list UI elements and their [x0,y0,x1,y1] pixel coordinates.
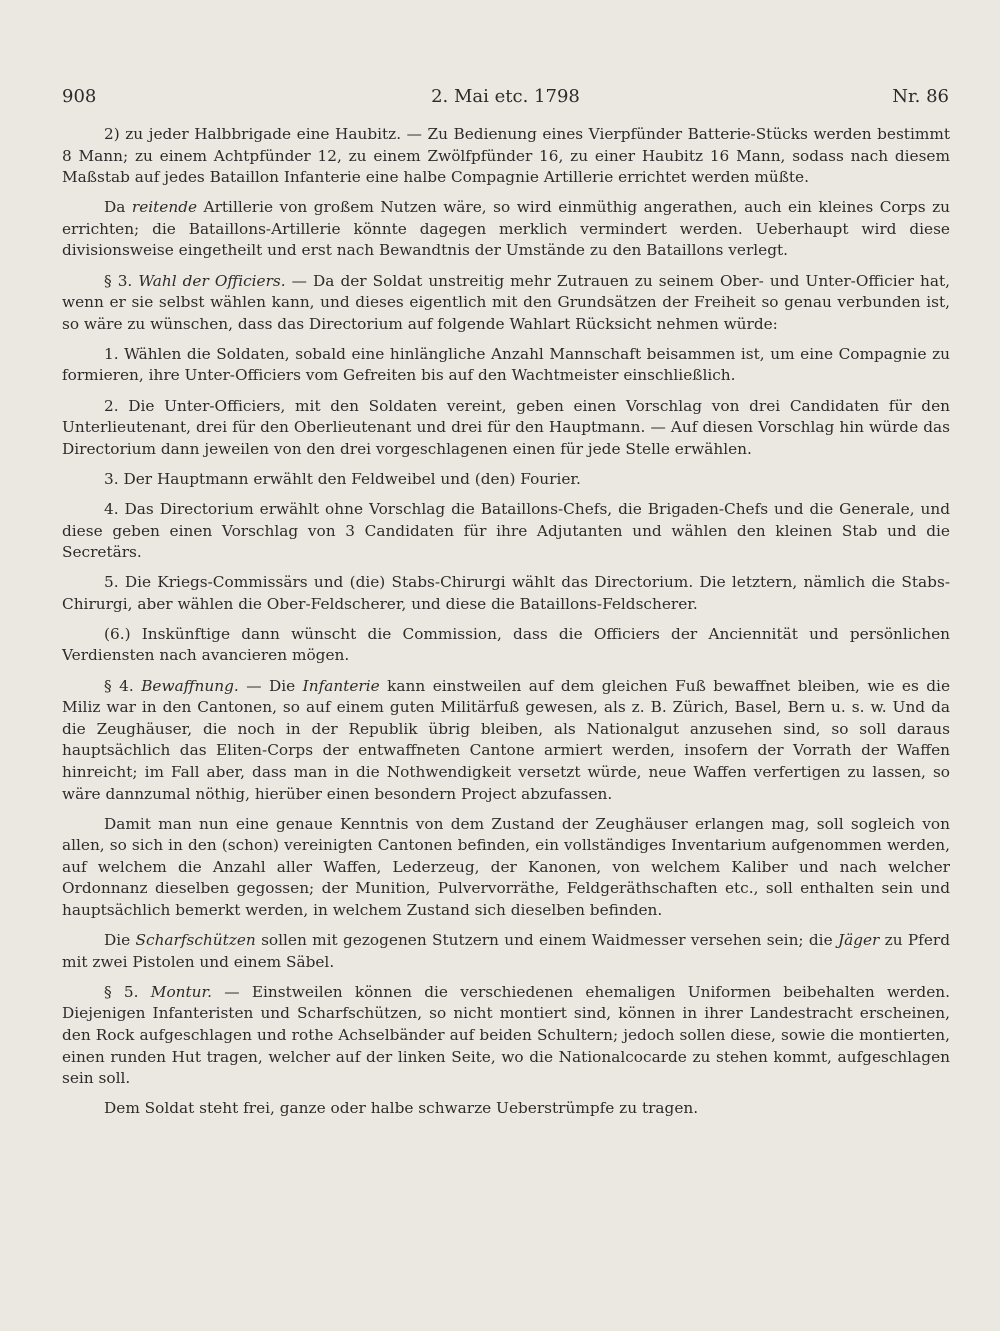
paragraph: Die Scharfschützen sollen mit gezogenen Stutzern und einem Waidmesser versehen sein; die Jäger zu Pferd mit zwei Pistolen und einem Säbel. [62,931,950,971]
list-item: 1. Wählen die Soldaten, sobald eine hinlängliche Anzahl Mannschaft beisammen ist, um eine Compagnie zu formieren, ihre Unter-Officiers vom Gefreiten bis auf den Wachtmeister einschließlich. [62,344,950,385]
list-item: 4. Das Directorium erwählt ohne Vorschlag die Bataillons-Chefs, die Brigaden-Chefs und die Generale, und diese geben einen Vorschlag von 3 Candidaten für ihre Adjutanten und wählen den kleinen Stab und die Secretärs. [62,499,950,562]
paragraph: Da reitende Artillerie von großem Nutzen wäre, so wird einmüthig angerathen, auch ein kleines Corps zu errichten; die Bataillons-Artillerie könnte dagegen merklich vermindert werden. Ueberhaupt wird diese divisionsweise eingetheilt und erst nach Bewandtnis der Umstände zu den Bataillons verlegt. [62,198,950,260]
paragraph: Dem Soldat steht frei, ganze oder halbe schwarze Ueberstrümpfe zu tragen. [104,1099,699,1118]
running-title: 2. Mai etc. 1798 [431,86,580,107]
paragraph: 2) zu jeder Halbbrigade eine Haubitz. — Zu Bedienung eines Vierpfünder Batterie-Stücks werden bestimmt 8 Mann; zu einem Achtpfünder 12, zu einem Zwölfpfünder 16, zu einer Haubitz 16 Mann, sodass nach diesem Maßstab auf jedes Bataillon Infanterie eine halbe Compagnie Artillerie errichtet werden müßte. [62,125,950,187]
page-number: 908 [62,86,97,107]
page-body [62,124,950,1128]
list-item: (6.) Inskünftige dann wünscht die Commission, dass die Officiers der Anciennität und persönlichen Verdiensten nach avancieren mögen. [62,624,950,665]
document-number: Nr. 86 [892,86,949,107]
paragraph: Damit man nun eine genaue Kenntnis von dem Zustand der Zeughäuser erlangen mag, soll sogleich von allen, so sich in den (schon) vereinigten Cantonen befinden, ein vollständiges Inventarium aufgenommen werden, auf welchem die Anzahl aller Waffen, Lederzeug, der Kanonen, von welchem Kaliber und nach welcher Ordonnanz dieselben gegossen; der Munition, Pulvervorräthe, Feldgeräthschaften etc., soll enthalten sein und hauptsächlich bemerkt werden, in welchem Zustand sich dieselben befinden. [62,814,950,919]
list-item: 5. Die Kriegs-Commissärs und (die) Stabs-Chirurgi wählt das Directorium. Die letztern, nämlich die Stabs-Chirurgi, aber wählen die Ober-Feldscherer, und diese die Bataillons-Feldscherer. [62,573,950,613]
list-item: 3. Der Hauptmann erwählt den Feldweibel und (den) Fourier. [104,469,581,488]
paragraph: § 4. Bewaffnung. — Die Infanterie kann einstweilen auf dem gleichen Fuß bewaffnet bleiben, wie es die Miliz war in den Cantonen, so auf einem guten Militärfuß gewesen, als z. B. Zürich, Basel, Bern u. s. w. Und da die Zeughäuser, die noch in der Republik übrig bleiben, als Nationalgut anzusehen sind, so soll daraus hauptsächlich das Eliten-Corps der entwaffneten Cantone armiert werden, insofern der Vorrath der Waffen hinreicht; im Fall aber, dass man in die Nothwendigkeit versetzt würde, neue Waffen verfertigen zu lassen, so wäre dannzumal nöthig, hierüber einen besondern Project abzufassen. [62,676,951,803]
page-header [62,86,949,112]
list-item: 2. Die Unter-Officiers, mit den Soldaten vereint, geben einen Vorschlag von drei Candidaten für den Unterlieutenant, drei für den Oberlieutenant und drei für den Hauptmann. — Auf diesen Vorschlag hin würde das Directorium dann jeweilen von den drei vorgeschlagenen einen für jede Stelle erwählen. [62,396,950,458]
paragraph: § 5. Montur. — Einstweilen können die verschiedenen ehemaligen Uniformen beibehalten werden. Diejenigen Infanteristen und Scharfschützen, so nicht montiert sind, können in ihrer Landestracht erscheinen, den Rock aufgeschlagen und rothe Achselbänder auf beiden Schultern; jedoch sollen diese, sowie die montierten, einen runden Hut tragen, welcher auf der linken Seite, wo die Nationalcocarde zu stehen kommt, aufgeschlagen sein soll. [62,982,950,1088]
paragraph: § 3. Wahl der Officiers. — Da der Soldat unstreitig mehr Zutrauen zu seinem Ober- und Unter-Officier hat, wenn er sie selbst wählen kann, und dieses eigentlich mit den Grundsätzen der Freiheit so genau verbunden ist, so wäre zu wünschen, dass das Directorium auf folgende Wahlart Rücksicht nehmen würde: [62,271,950,333]
